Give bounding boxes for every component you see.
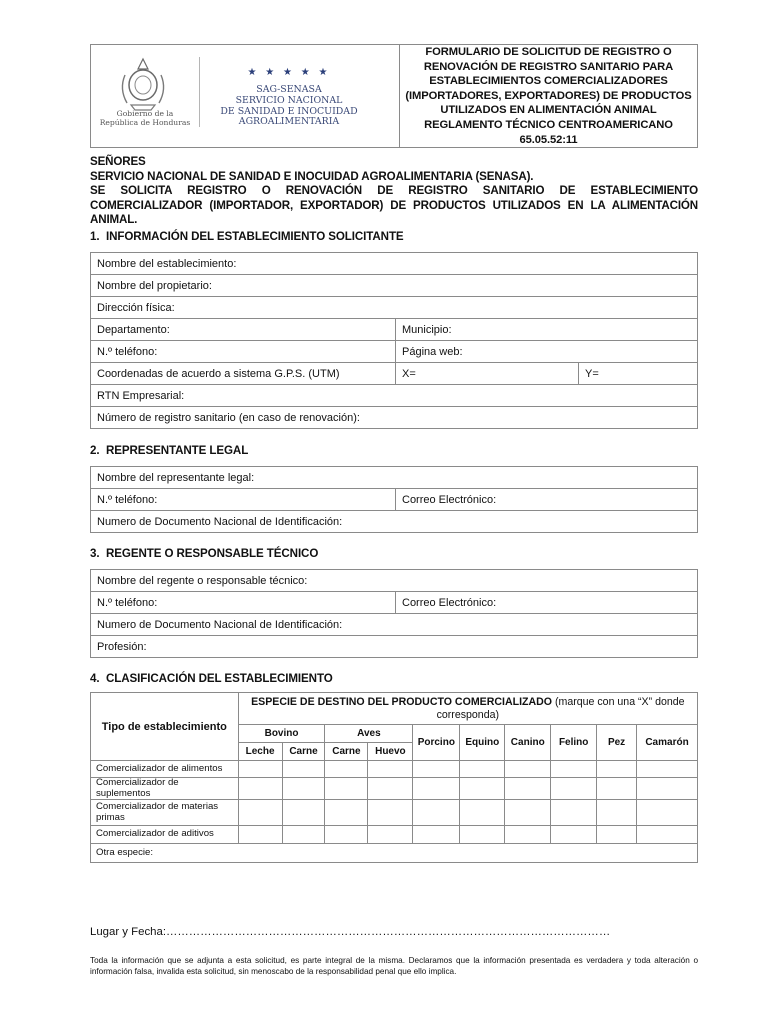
canino-header: Canino bbox=[505, 725, 551, 761]
section-number: 2. bbox=[90, 444, 100, 457]
section-number: 4. bbox=[90, 672, 100, 685]
checkbox-cell[interactable] bbox=[282, 778, 325, 800]
checkbox-cell[interactable] bbox=[325, 778, 368, 800]
phone-field[interactable]: N.º teléfono: bbox=[91, 341, 396, 363]
checkbox-cell[interactable] bbox=[460, 826, 505, 844]
checkbox-cell[interactable] bbox=[282, 800, 325, 826]
intro-text bbox=[90, 155, 698, 228]
rtn-field[interactable]: RTN Empresarial: bbox=[91, 385, 698, 407]
logo-cell bbox=[91, 45, 400, 148]
row-label: Comercializador de alimentos bbox=[91, 761, 239, 778]
legal-rep-email-field[interactable]: Correo Electrónico: bbox=[396, 489, 698, 511]
address-field[interactable]: Dirección física: bbox=[91, 297, 698, 319]
checkbox-cell[interactable] bbox=[282, 826, 325, 844]
bovino-carne-header: Carne bbox=[282, 743, 325, 761]
logo-divider bbox=[199, 57, 200, 127]
checkbox-cell[interactable] bbox=[460, 761, 505, 778]
row-label: Comercializador de suplementos bbox=[91, 778, 239, 800]
section-title: REPRESENTANTE LEGAL bbox=[106, 444, 249, 457]
row-label: Comercializador de aditivos bbox=[91, 826, 239, 844]
aves-carne-header: Carne bbox=[325, 743, 368, 761]
checkbox-cell[interactable] bbox=[368, 761, 413, 778]
regent-profession-field[interactable]: Profesión: bbox=[91, 636, 698, 658]
section-number: 1. bbox=[90, 230, 100, 243]
establishment-type-header: Tipo de establecimiento bbox=[91, 693, 239, 761]
title-line: FORMULARIO DE SOLICITUD DE REGISTRO O bbox=[425, 46, 672, 58]
checkbox-cell[interactable] bbox=[368, 778, 413, 800]
legal-rep-phone-field[interactable]: N.º teléfono: bbox=[91, 489, 396, 511]
felino-header: Felino bbox=[551, 725, 597, 761]
checkbox-cell[interactable] bbox=[413, 826, 460, 844]
section-title: INFORMACIÓN DEL ESTABLECIMIENTO SOLICITANTE bbox=[106, 230, 404, 243]
checkbox-cell[interactable] bbox=[637, 778, 698, 800]
checkbox-cell[interactable] bbox=[637, 761, 698, 778]
checkbox-cell[interactable] bbox=[413, 761, 460, 778]
table-row bbox=[91, 826, 698, 844]
checkbox-cell[interactable] bbox=[325, 800, 368, 826]
checkbox-cell[interactable] bbox=[238, 778, 282, 800]
legal-rep-name-field[interactable]: Nombre del representante legal: bbox=[91, 467, 698, 489]
checkbox-cell[interactable] bbox=[551, 761, 597, 778]
classification-table bbox=[90, 692, 698, 863]
checkbox-cell[interactable] bbox=[505, 826, 551, 844]
title-line: (IMPORTADORES, EXPORTADORES) DE PRODUCTOS bbox=[405, 89, 692, 102]
section-title: CLASIFICACIÓN DEL ESTABLECIMIENTO bbox=[106, 672, 333, 685]
checkbox-cell[interactable] bbox=[551, 778, 597, 800]
checkbox-cell[interactable] bbox=[238, 826, 282, 844]
checkbox-cell[interactable] bbox=[551, 826, 597, 844]
agency-line-4: AGROALIMENTARIA bbox=[238, 116, 340, 128]
department-field[interactable]: Departamento: bbox=[91, 319, 396, 341]
huevo-header: Huevo bbox=[368, 743, 413, 761]
intro-salutation: SEÑORES bbox=[90, 155, 146, 168]
checkbox-cell[interactable] bbox=[597, 826, 637, 844]
checkbox-cell[interactable] bbox=[325, 761, 368, 778]
place-date-field[interactable]: Lugar y Fecha:……………………………………………………………………………………………………… bbox=[90, 926, 611, 938]
checkbox-cell[interactable] bbox=[597, 761, 637, 778]
coordinate-y-field[interactable]: Y= bbox=[579, 363, 698, 385]
section-2-title bbox=[90, 444, 248, 457]
form-title bbox=[400, 45, 698, 148]
row-label: Comercializador de materias primas bbox=[91, 800, 239, 826]
agency-line-2: SERVICIO NACIONAL bbox=[235, 94, 343, 106]
pez-header: Pez bbox=[597, 725, 637, 761]
agency-line-1: SAG-SENASA bbox=[256, 84, 322, 95]
table-row bbox=[91, 844, 698, 863]
table-row bbox=[91, 778, 698, 800]
checkbox-cell[interactable] bbox=[325, 826, 368, 844]
regent-email-field[interactable]: Correo Electrónico: bbox=[396, 592, 698, 614]
checkbox-cell[interactable] bbox=[505, 778, 551, 800]
stars-icon: ★ ★ ★ ★ ★ bbox=[247, 67, 331, 78]
checkbox-cell[interactable] bbox=[597, 778, 637, 800]
checkbox-cell[interactable] bbox=[368, 800, 413, 826]
title-line: UTILIZADOS EN ALIMENTACIÓN ANIMAL bbox=[440, 104, 657, 117]
coordinates-label: Coordenadas de acuerdo a sistema G.P.S. (UTM) bbox=[91, 363, 396, 385]
title-line: ESTABLECIMIENTOS COMERCIALIZADORES bbox=[429, 75, 668, 88]
regent-phone-field[interactable]: N.º teléfono: bbox=[91, 592, 396, 614]
gov-line-2: República de Honduras bbox=[99, 118, 191, 127]
equino-header: Equino bbox=[460, 725, 505, 761]
checkbox-cell[interactable] bbox=[505, 800, 551, 826]
legal-footer-note: Toda la información que se adjunta a esta solicitud, es parte integral de la misma. Declaramos que la información presentada es verdadera y toda alteración o información falsa, invalida esta solicitud, sin menoscabo de la responsabilidad penal que ello implica. bbox=[90, 956, 698, 976]
regent-id-field[interactable]: Numero de Documento Nacional de Identificación: bbox=[91, 614, 698, 636]
section-number: 3. bbox=[90, 547, 100, 560]
checkbox-cell[interactable] bbox=[282, 761, 325, 778]
checkbox-cell[interactable] bbox=[637, 826, 698, 844]
title-line: RENOVACIÓN DE REGISTRO SANITARIO PARA bbox=[423, 60, 674, 73]
municipality-field[interactable]: Municipio: bbox=[396, 319, 698, 341]
regent-name-field[interactable]: Nombre del regente o responsable técnico: bbox=[91, 570, 698, 592]
porcino-header: Porcino bbox=[413, 725, 460, 761]
establishment-name-field[interactable]: Nombre del establecimiento: bbox=[91, 253, 698, 275]
checkbox-cell[interactable] bbox=[460, 778, 505, 800]
agency-name bbox=[203, 85, 375, 128]
checkbox-cell[interactable] bbox=[460, 800, 505, 826]
intro-addressee: SERVICIO NACIONAL DE SANIDAD E INOCUIDAD AGROALIMENTARIA (SENASA). bbox=[90, 169, 534, 183]
honduras-coat-of-arms-icon bbox=[117, 55, 169, 111]
species-header-note: (marque con una “X” donde corresponda) bbox=[436, 695, 685, 721]
checkbox-cell[interactable] bbox=[413, 778, 460, 800]
aves-header: Aves bbox=[325, 725, 413, 743]
checkbox-cell[interactable] bbox=[413, 800, 460, 826]
checkbox-cell[interactable] bbox=[238, 761, 282, 778]
species-header bbox=[238, 693, 697, 725]
checkbox-cell[interactable] bbox=[551, 800, 597, 826]
section-4-title bbox=[90, 672, 333, 685]
section-3-table bbox=[90, 569, 698, 658]
government-label bbox=[93, 109, 197, 127]
bovino-header: Bovino bbox=[238, 725, 325, 743]
checkbox-cell[interactable] bbox=[368, 826, 413, 844]
table-row bbox=[91, 761, 698, 778]
legal-rep-id-field[interactable]: Numero de Documento Nacional de Identificación: bbox=[91, 511, 698, 533]
leche-header: Leche bbox=[238, 743, 282, 761]
checkbox-cell[interactable] bbox=[637, 800, 698, 826]
section-3-title bbox=[90, 547, 318, 560]
section-1-title bbox=[90, 230, 404, 243]
gov-line-1: Gobierno de la bbox=[116, 109, 174, 118]
owner-name-field[interactable]: Nombre del propietario: bbox=[91, 275, 698, 297]
section-1-table bbox=[90, 252, 698, 429]
section-title: REGENTE O RESPONSABLE TÉCNICO bbox=[106, 547, 319, 560]
title-line: REGLAMENTO TÉCNICO CENTROAMERICANO 65.05.52:11 bbox=[424, 118, 673, 146]
checkbox-cell[interactable] bbox=[597, 800, 637, 826]
website-field[interactable]: Página web: bbox=[396, 341, 698, 363]
camaron-header: Camarón bbox=[637, 725, 698, 761]
table-row bbox=[91, 800, 698, 826]
checkbox-cell[interactable] bbox=[238, 800, 282, 826]
form-header bbox=[90, 44, 698, 148]
intro-request: SE SOLICITA REGISTRO O RENOVACIÓN DE REGISTRO SANITARIO DE ESTABLECIMIENTO COMERCIALIZADOR (IMPORTADOR, EXPORTADOR) DE PRODUCTOS UTILIZADOS EN LA ALIMENTACIÓN ANIMAL. bbox=[90, 184, 698, 227]
species-header-bold: ESPECIE DE DESTINO DEL PRODUCTO COMERCIALIZADO bbox=[251, 695, 553, 708]
agency-line-3: DE SANIDAD E INOCUIDAD bbox=[220, 105, 358, 117]
other-species-field[interactable]: Otra especie: bbox=[91, 844, 698, 863]
section-2-table bbox=[90, 466, 698, 533]
coordinate-x-field[interactable]: X= bbox=[396, 363, 579, 385]
sanitary-registry-field[interactable]: Número de registro sanitario (en caso de renovación): bbox=[91, 407, 698, 429]
checkbox-cell[interactable] bbox=[505, 761, 551, 778]
